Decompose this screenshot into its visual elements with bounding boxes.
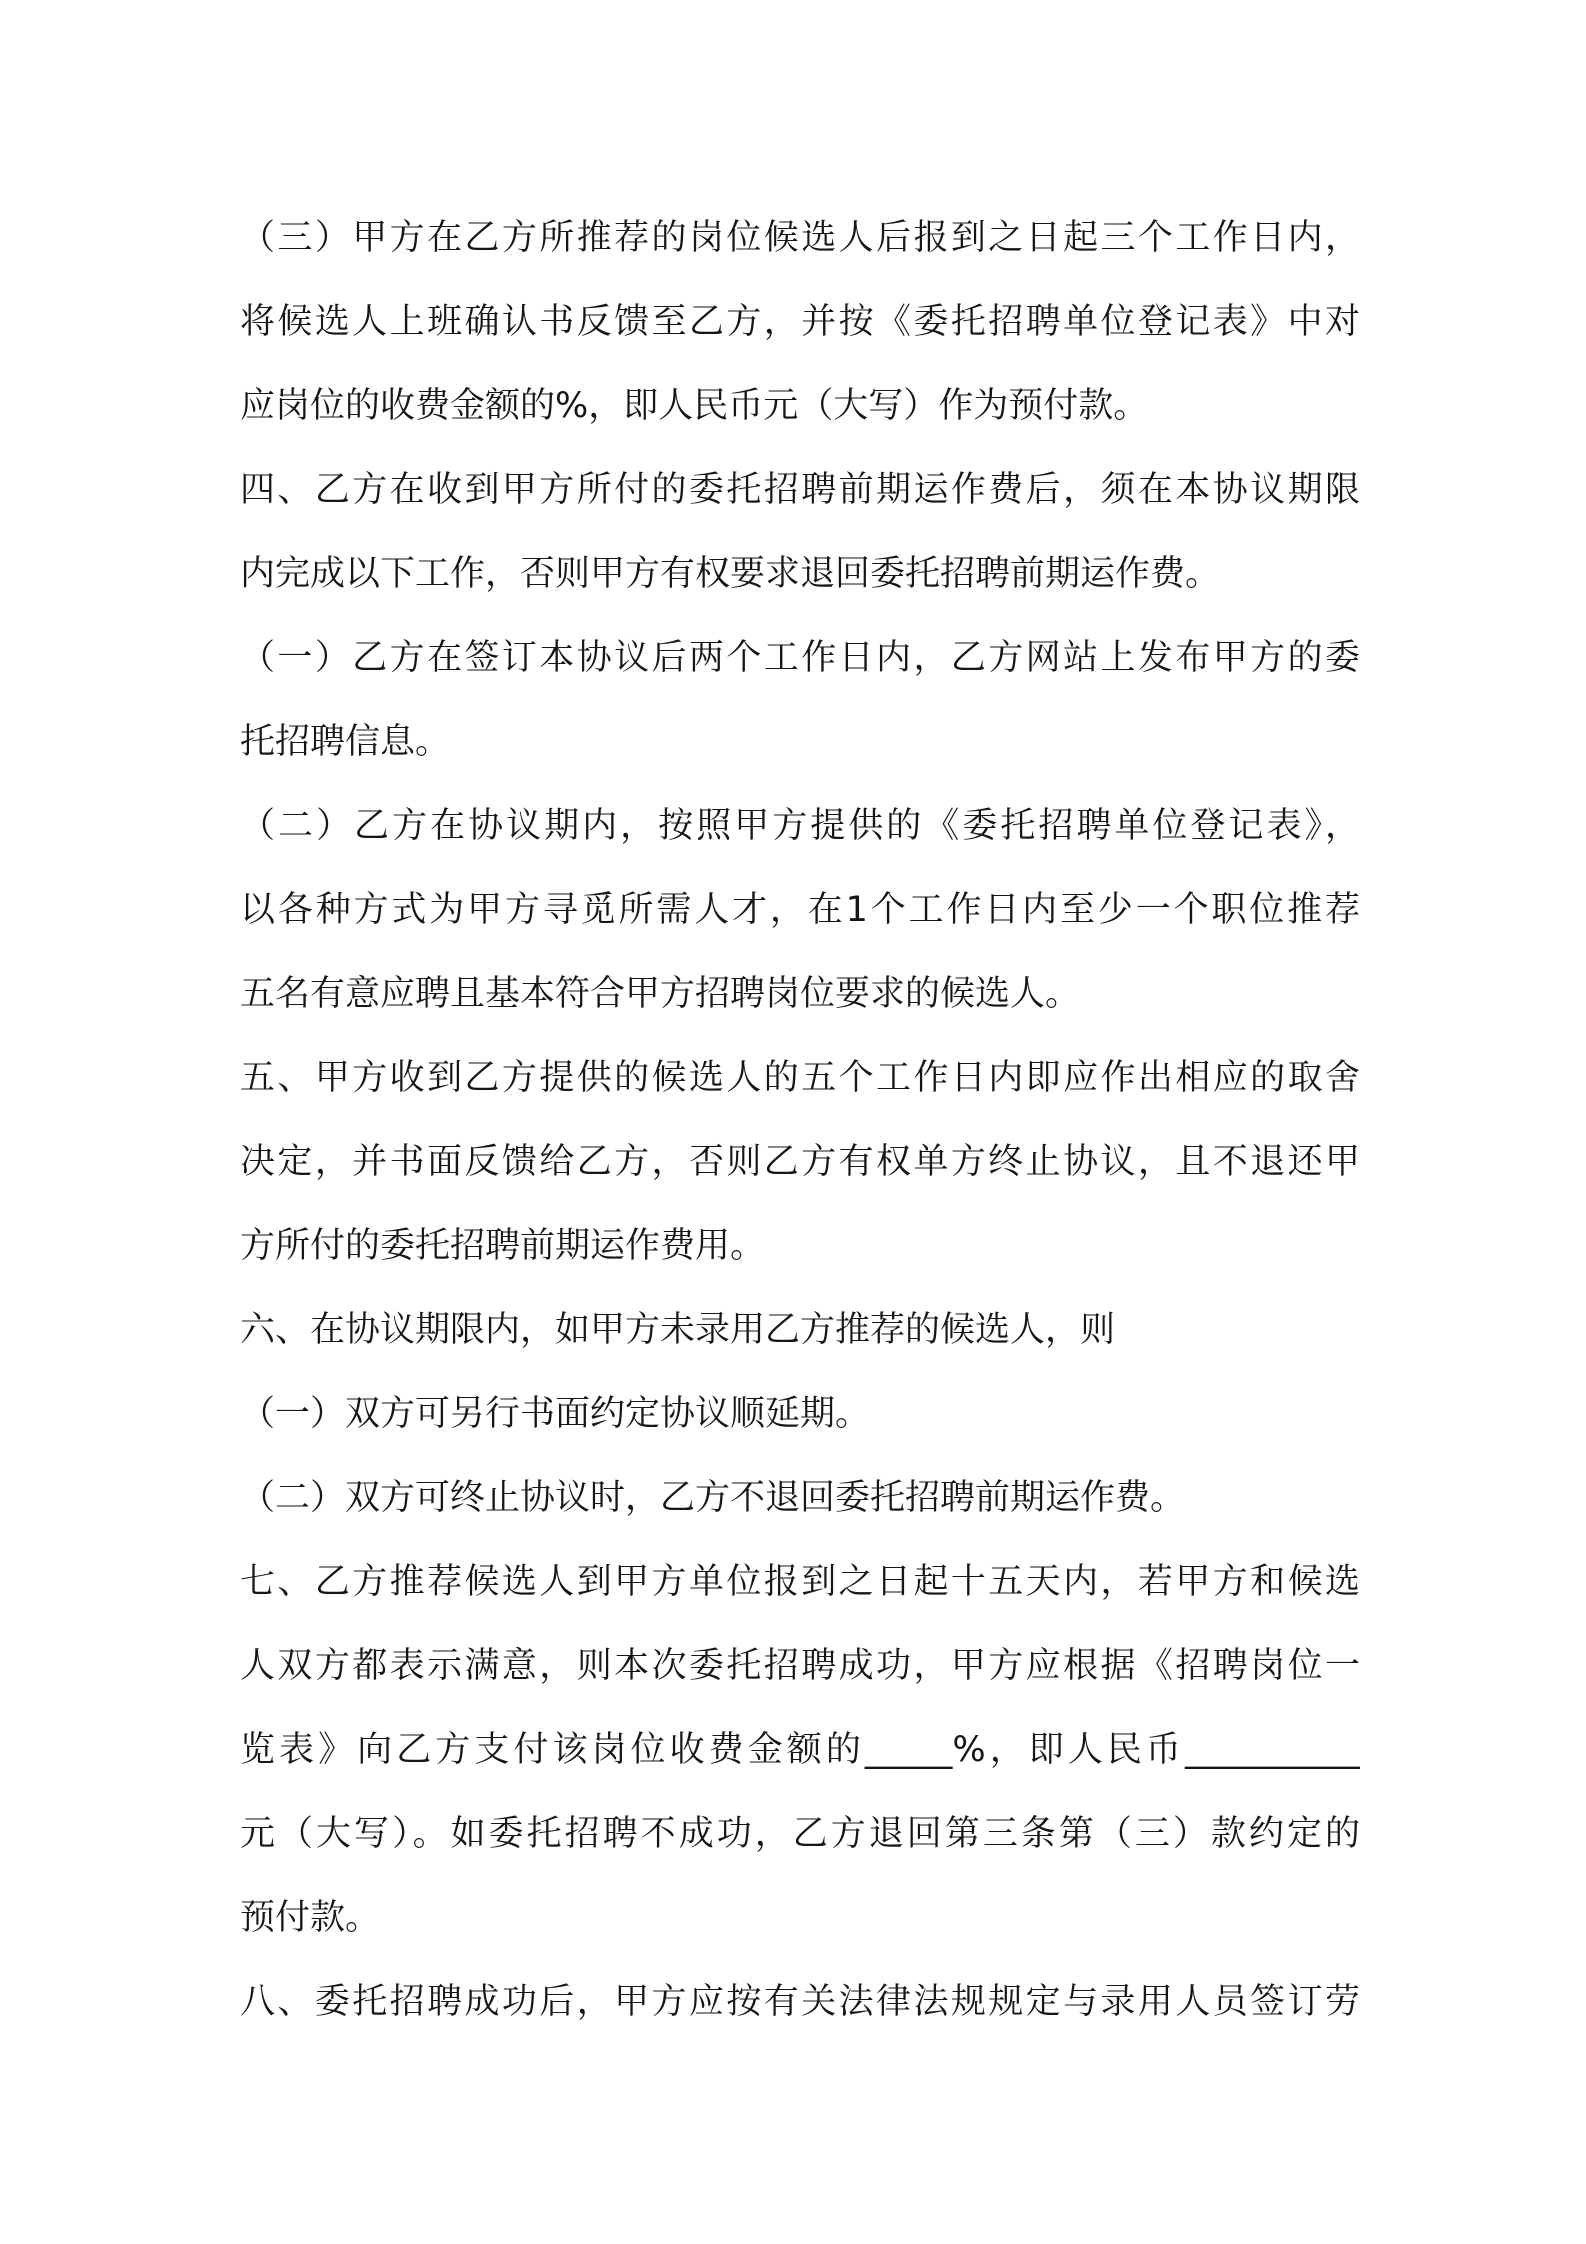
text-line: 八、委托招聘成功后，甲方应按有关法律法规规定与录用人员签订劳 xyxy=(240,1982,1360,2022)
text-line: （三）甲方在乙方所推荐的岗位候选人后报到之日起三个工作日内， xyxy=(240,218,1360,258)
text-line: 元（大写）。如委托招聘不成功，乙方退回第三条第（三）款约定的 xyxy=(240,1814,1360,1854)
text-line: 五、甲方收到乙方提供的候选人的五个工作日内即应作出相应的取舍 xyxy=(240,1058,1360,1098)
text-line: （一）双方可另行书面约定协议顺延期。 xyxy=(240,1394,871,1434)
text-line: 托招聘信息。 xyxy=(240,722,451,762)
text-line: 预付款。 xyxy=(240,1898,381,1938)
text-line: 览表》向乙方支付该岗位收费金额的_____%，即人民币__________ xyxy=(240,1730,1360,1770)
text-line: 内完成以下工作，否则甲方有权要求退回委托招聘前期运作费。 xyxy=(240,554,1221,594)
text-line: 以各种方式为甲方寻觅所需人才，在1个工作日内至少一个职位推荐 xyxy=(240,890,1360,930)
text-line: 将候选人上班确认书反馈至乙方，并按《委托招聘单位登记表》中对 xyxy=(240,302,1360,342)
text-line: （二）乙方在协议期内，按照甲方提供的《委托招聘单位登记表》， xyxy=(240,806,1360,846)
text-line: 应岗位的收费金额的%，即人民币元（大写）作为预付款。 xyxy=(240,386,1149,426)
text-line: （二）双方可终止协议时，乙方不退回委托招聘前期运作费。 xyxy=(240,1478,1186,1518)
document-body xyxy=(240,196,1360,2044)
text-line: （一）乙方在签订本协议后两个工作日内，乙方网站上发布甲方的委 xyxy=(240,638,1360,678)
text-line: 四、乙方在收到甲方所付的委托招聘前期运作费后，须在本协议期限 xyxy=(240,470,1360,510)
text-line: 五名有意应聘且基本符合甲方招聘岗位要求的候选人。 xyxy=(240,974,1081,1014)
text-line: 方所付的委托招聘前期运作费用。 xyxy=(240,1226,766,1266)
text-line: 人双方都表示满意，则本次委托招聘成功，甲方应根据《招聘岗位一 xyxy=(240,1646,1360,1686)
text-line: 六、在协议期限内，如甲方未录用乙方推荐的候选人，则 xyxy=(240,1310,1116,1350)
text-line: 七、乙方推荐候选人到甲方单位报到之日起十五天内，若甲方和候选 xyxy=(240,1562,1360,1602)
text-line: 决定，并书面反馈给乙方，否则乙方有权单方终止协议，且不退还甲 xyxy=(240,1142,1360,1182)
